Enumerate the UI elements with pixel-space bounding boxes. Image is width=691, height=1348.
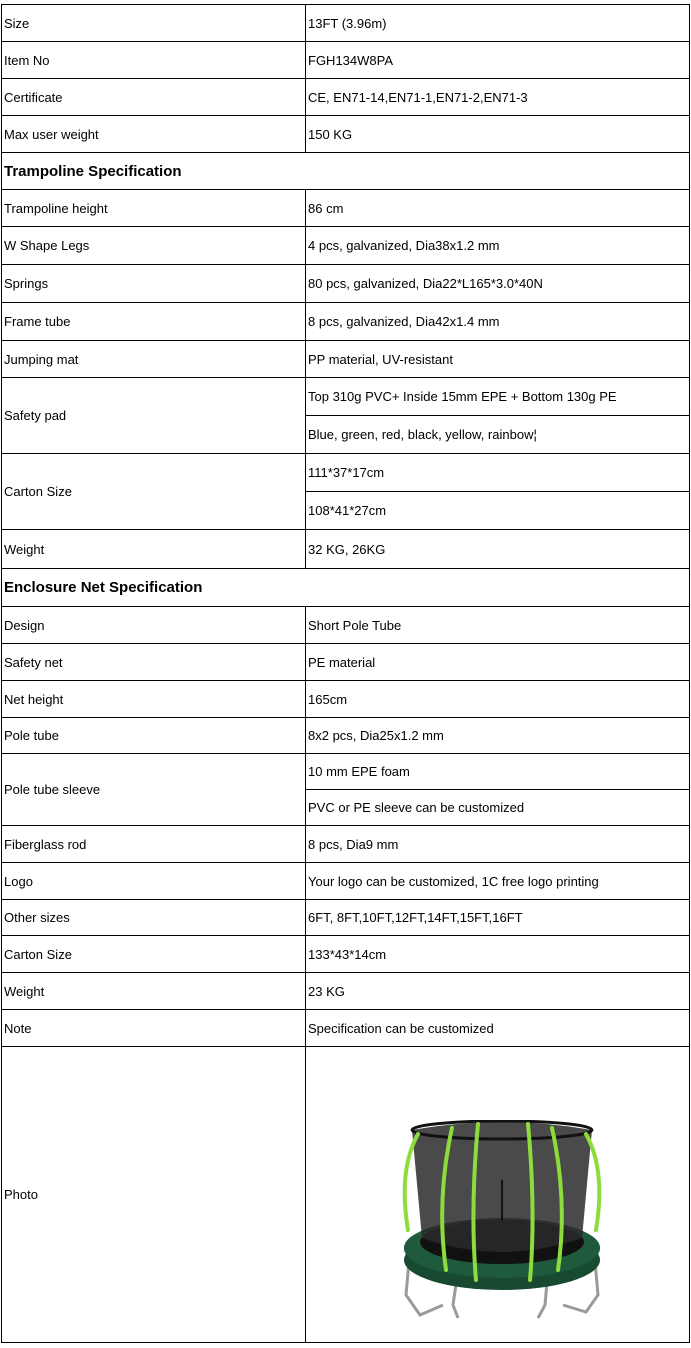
spec-label: Springs: [2, 265, 306, 303]
table-row: [2, 936, 690, 973]
spec-value: Your logo can be customized, 1C free logo printing: [306, 863, 690, 900]
table-row: [2, 454, 690, 492]
table-row: [2, 190, 690, 227]
spec-label: Safety net: [2, 644, 306, 681]
spec-value: CE, EN71-14,EN71-1,EN71-2,EN71-3: [306, 79, 690, 116]
table-row: [2, 530, 690, 569]
spec-label: Fiberglass rod: [2, 826, 306, 863]
spec-value: 133*43*14cm: [306, 936, 690, 973]
spec-value: 165cm: [306, 681, 690, 718]
spec-label: Logo: [2, 863, 306, 900]
spec-value: 13FT (3.96m): [306, 5, 690, 42]
spec-label: Carton Size: [2, 454, 306, 530]
section-row: [2, 153, 690, 190]
section-row: [2, 569, 690, 607]
spec-value: 6FT, 8FT,10FT,12FT,14FT,15FT,16FT: [306, 900, 690, 936]
spec-value: 32 KG, 26KG: [306, 530, 690, 569]
table-row: [2, 900, 690, 936]
spec-table: [1, 4, 690, 1343]
table-row: [2, 754, 690, 790]
spec-value: 108*41*27cm: [306, 492, 690, 530]
table-row: [2, 973, 690, 1010]
section-title-enclosure: Enclosure Net Specification: [2, 569, 690, 607]
spec-label: Pole tube sleeve: [2, 754, 306, 826]
spec-label: Size: [2, 5, 306, 42]
trampoline-image: [398, 1120, 608, 1325]
spec-label: Jumping mat: [2, 341, 306, 378]
spec-value: 150 KG: [306, 116, 690, 153]
section-title-trampoline: Trampoline Specification: [2, 153, 690, 190]
spec-label: Max user weight: [2, 116, 306, 153]
table-row: [2, 826, 690, 863]
spec-label: Note: [2, 1010, 306, 1047]
table-row: [2, 863, 690, 900]
spec-label: Weight: [2, 530, 306, 569]
spec-value: PE material: [306, 644, 690, 681]
table-row: [2, 303, 690, 341]
spec-label: W Shape Legs: [2, 227, 306, 265]
spec-value: Blue, green, red, black, yellow, rainbow¦: [306, 416, 690, 454]
spec-label: Net height: [2, 681, 306, 718]
spec-value: 4 pcs, galvanized, Dia38x1.2 mm: [306, 227, 690, 265]
spec-value: 8 pcs, galvanized, Dia42x1.4 mm: [306, 303, 690, 341]
spec-value: 23 KG: [306, 973, 690, 1010]
table-row: [2, 378, 690, 416]
spec-value: PVC or PE sleeve can be customized: [306, 790, 690, 826]
spec-value: PP material, UV-resistant: [306, 341, 690, 378]
spec-value: Top 310g PVC+ Inside 15mm EPE + Bottom 130g PE: [306, 378, 690, 416]
table-row: [2, 79, 690, 116]
spec-value: FGH134W8PA: [306, 42, 690, 79]
table-row: [2, 1010, 690, 1047]
table-row: [2, 1047, 690, 1343]
spec-value: 80 pcs, galvanized, Dia22*L165*3.0*40N: [306, 265, 690, 303]
spec-value: Short Pole Tube: [306, 607, 690, 644]
spec-label: Design: [2, 607, 306, 644]
spec-label: Item No: [2, 42, 306, 79]
table-row: [2, 341, 690, 378]
table-row: [2, 116, 690, 153]
spec-value: 10 mm EPE foam: [306, 754, 690, 790]
spec-value: 8 pcs, Dia9 mm: [306, 826, 690, 863]
table-row: [2, 681, 690, 718]
table-row: [2, 607, 690, 644]
spec-label: Other sizes: [2, 900, 306, 936]
table-row: [2, 718, 690, 754]
table-row: [2, 5, 690, 42]
spec-value: 111*37*17cm: [306, 454, 690, 492]
spec-label: Frame tube: [2, 303, 306, 341]
spec-label: Pole tube: [2, 718, 306, 754]
table-row: [2, 644, 690, 681]
spec-label: Weight: [2, 973, 306, 1010]
table-row: [2, 227, 690, 265]
spec-label: Safety pad: [2, 378, 306, 454]
spec-label: Certificate: [2, 79, 306, 116]
spec-label: Photo: [2, 1047, 306, 1343]
spec-label: Trampoline height: [2, 190, 306, 227]
spec-value: Specification can be customized: [306, 1010, 690, 1047]
spec-value: 86 cm: [306, 190, 690, 227]
table-row: [2, 265, 690, 303]
product-photo: [308, 1050, 688, 1340]
spec-label: Carton Size: [2, 936, 306, 973]
spec-value: 8x2 pcs, Dia25x1.2 mm: [306, 718, 690, 754]
table-row: [2, 42, 690, 79]
photo-cell: [306, 1047, 690, 1343]
